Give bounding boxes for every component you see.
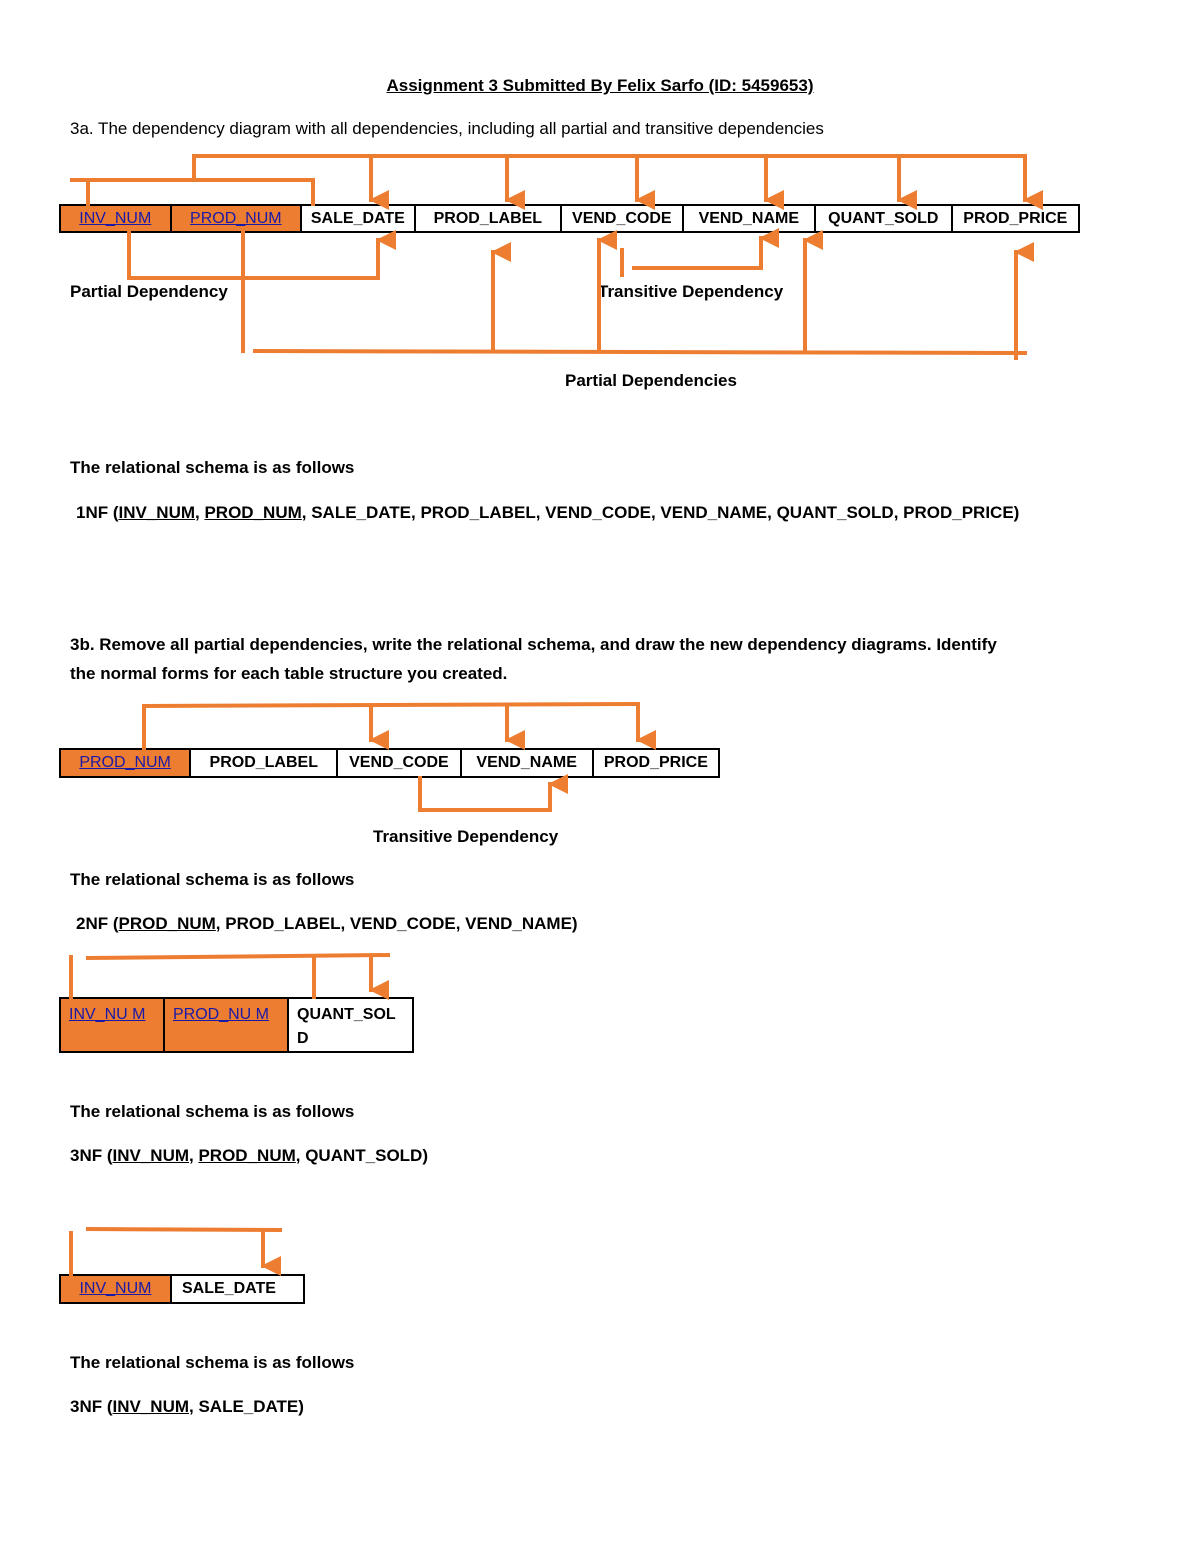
composite-key-quant-sold	[71, 955, 388, 997]
question-3b-prompt-line2: the normal forms for each table structure you created.	[70, 664, 508, 683]
schema-key-inv-num: INV_NUM	[112, 1397, 190, 1416]
full-dependency-arrows	[371, 156, 1025, 200]
schema-intro-3nf-invoice: The relational schema is as follows	[70, 1353, 355, 1372]
question-3a-number: 3a.	[70, 119, 94, 138]
schema-intro-2nf: The relational schema is as follows	[70, 870, 355, 889]
composite-key-bracket	[72, 156, 1025, 204]
schema-1nf: 1NF (INV_NUM, PROD_NUM, SALE_DATE, PROD_LABEL, VEND_CODE, VEND_NAME, QUANT_SOLD, PROD_PRICE)	[76, 503, 1020, 522]
schema-key-prod-num: PROD_NUM	[198, 1146, 296, 1165]
attr-vend-code: VEND_CODE	[338, 750, 461, 776]
label-partial-dependency: Partial Dependency	[70, 282, 228, 301]
attr-inv-num: INV_NU M	[61, 999, 165, 1051]
dependency-table-3nf-line	[59, 997, 414, 1053]
attr-prod-num: PROD_NUM	[172, 206, 302, 231]
inv-num-sale-date	[71, 1229, 280, 1274]
attr-sale-date: SALE_DATE	[182, 1280, 276, 1297]
label-transitive-dependency: Transitive Dependency	[598, 282, 784, 301]
dependency-table-3nf-invoice	[59, 1274, 305, 1304]
dependency-table-2nf	[59, 748, 720, 778]
label-partial-dependencies: Partial Dependencies	[565, 371, 737, 390]
label-transitive-dependency-2nf: Transitive Dependency	[373, 827, 559, 846]
transitive-dependency-vend	[622, 238, 761, 275]
attr-vend-code: VEND_CODE	[562, 206, 684, 231]
attr-prod-price: PROD_PRICE	[963, 209, 1068, 227]
transitive-dependency-vend-2nf	[420, 778, 550, 810]
schema-key-prod-num: PROD_NUM	[204, 503, 302, 522]
attr-inv-num: INV_NUM	[61, 1276, 172, 1302]
attr-vend-name: VEND_NAME	[684, 206, 816, 231]
attr-prod-price: PROD_PRICE	[603, 754, 708, 771]
schema-3nf-line: 3NF (INV_NUM, PROD_NUM, QUANT_SOLD)	[70, 1146, 428, 1165]
schema-2nf: 2NF (PROD_NUM, PROD_LABEL, VEND_CODE, VEND_NAME)	[76, 914, 578, 933]
partial-dependency-sale-date	[129, 233, 378, 278]
question-3b-prompt-line1: 3b. Remove all partial dependencies, write the relational schema, and draw the new dependency diagrams. Identify	[70, 635, 997, 654]
attr-sale-date: SALE_DATE	[302, 206, 416, 231]
attr-prod-num: PROD_NUM	[61, 750, 191, 776]
schema-key-prod-num: PROD_NUM	[118, 914, 216, 933]
attr-prod-label: PROD_LABEL	[416, 206, 562, 231]
dependency-table-1nf	[59, 204, 1080, 233]
schema-key-inv-num: INV_NUM	[118, 503, 196, 522]
schema-3nf-invoice: 3NF (INV_NUM, SALE_DATE)	[70, 1397, 304, 1416]
attr-inv-num: INV_NUM	[61, 206, 172, 231]
attr-quant-sold: QUANT_SOL D	[297, 1006, 396, 1047]
attr-prod-num: PROD_NU M	[165, 999, 289, 1051]
attr-prod-label: PROD_LABEL	[191, 750, 338, 776]
question-3a-text: The dependency diagram with all dependencies, including all partial and transitive dependencies	[93, 119, 824, 138]
attr-quant-sold: QUANT_SOLD	[816, 206, 952, 231]
schema-intro-3nf-line: The relational schema is as follows	[70, 1102, 355, 1121]
prod-num-dependencies	[144, 704, 638, 748]
document-title: Assignment 3 Submitted By Felix Sarfo (ID: 5459653)	[386, 76, 814, 95]
attr-vend-name: VEND_NAME	[462, 750, 594, 776]
question-3a-prompt	[70, 119, 824, 139]
schema-key-inv-num: INV_NUM	[112, 1146, 190, 1165]
schema-intro-1nf: The relational schema is as follows	[70, 458, 355, 477]
